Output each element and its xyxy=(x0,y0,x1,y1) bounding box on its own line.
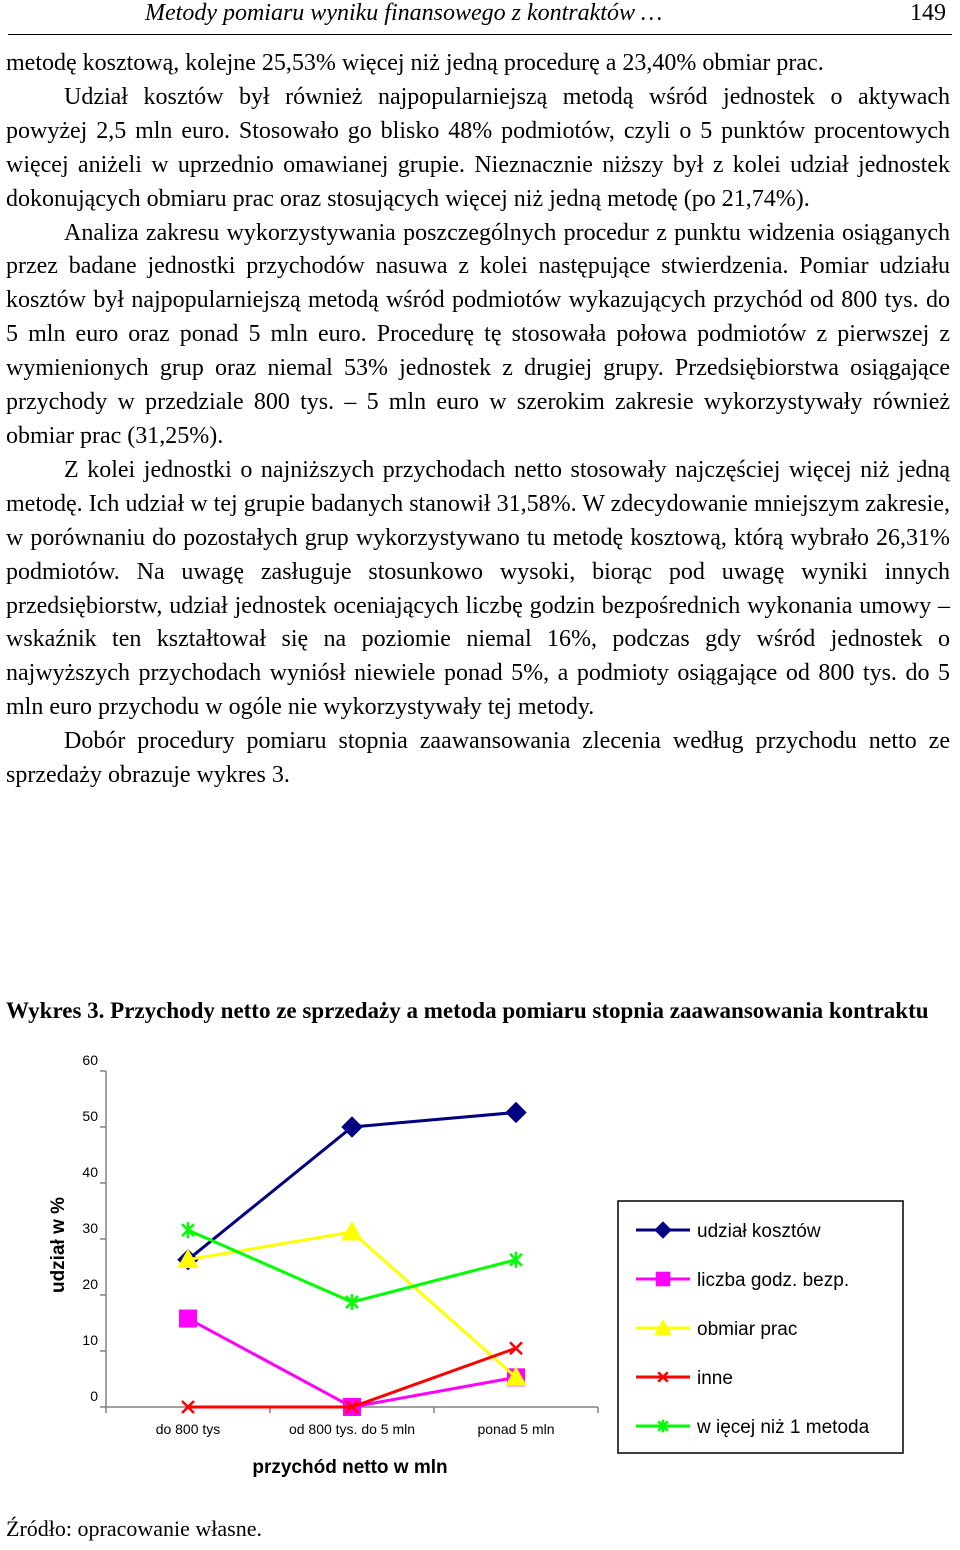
legend-label: obmiar prac xyxy=(697,1319,798,1340)
paragraph: Udział kosztów był również najpopularniejszą metodą wśród jednostek o aktywach powyżej 2,5 mln euro. Stosowało go blisko 48% podmiotów, czyli o 5 punktów procentowych więcej aniżeli w uprzednio omawianej grupie. Nieznacznie niższy był z kolei udział jednostek dokonujących obmiaru prac oraz stosujących więcej niż jedną metodę (po 21,74%). xyxy=(6,83,950,212)
legend-label: inne xyxy=(697,1368,733,1389)
x-tick-label: ponad 5 mln xyxy=(477,1421,555,1437)
page-number: 149 xyxy=(910,0,946,26)
body-text xyxy=(6,47,950,793)
x-tick-label: od 800 tys. do 5 mln xyxy=(288,1421,416,1437)
series-line xyxy=(188,1230,516,1302)
y-tick-label: 50 xyxy=(82,1108,98,1124)
x-axis-title: przychód netto w mln xyxy=(252,1457,448,1478)
y-tick-label: 40 xyxy=(82,1164,98,1180)
diamond-marker xyxy=(506,1102,526,1122)
square-marker xyxy=(180,1310,197,1327)
paragraph: Z kolei jednostki o najniższych przychodach netto stosowały najczęściej więcej niż jedną metodę. Ich udział w tej grupie badanych stanowił 31,58%. W zdecydowanie mniejszym zakresie, w porównaniu do pozostałych grup wykorzystywano tu metodę kosztową, którą wybrało 26,31% podmiotów. Na uwagę zasługuje stosunkowo wysoki, biorąc pod uwagę wyniki innych przedsiębiorstw, udział jednostek oceniających liczbę godzin bezpośrednich wykonania umowy – wskaźnik ten kształtował się na poziomie niemal 16%, podczas gdy wśród jednostek o najwyższych przychodach wyniósł niewiele ponad 5%, a podmioty osiągające od 800 tys. do 5 mln euro przychodu w ogóle nie wykorzystywały tej metody. xyxy=(6,456,950,721)
triangle-marker xyxy=(342,1222,362,1240)
chart-heading: Wykres 3. Przychody netto ze sprzedaży a metoda pomiaru stopnia zaawansowania kontraktu xyxy=(6,998,929,1023)
y-tick-label: 20 xyxy=(82,1276,98,1292)
y-axis-title: udział w % xyxy=(48,1196,69,1294)
series-diamond xyxy=(178,1102,526,1269)
paragraph: metodę kosztową, kolejne 25,53% więcej niż jedną procedurę a 23,40% obmiar prac. xyxy=(6,50,824,76)
running-title: Metody pomiaru wyniku finansowego z kontraktów … xyxy=(145,0,663,26)
y-tick-label: 0 xyxy=(90,1388,98,1404)
legend-label: w ięcej niż 1 metoda xyxy=(697,1417,870,1438)
y-tick-label: 10 xyxy=(82,1332,98,1348)
chart-series xyxy=(178,1102,526,1415)
line-chart xyxy=(0,1055,960,1515)
paragraph: Dobór procedury pomiaru stopnia zaawansowania zlecenia według przychodu netto ze sprzedaży obrazuje wykres 3. xyxy=(6,728,950,789)
y-tick-label: 60 xyxy=(82,1055,98,1068)
x-tick-label: do 800 tys xyxy=(155,1421,221,1437)
y-tick-label: 30 xyxy=(82,1220,98,1236)
paragraph: Analiza zakresu wykorzystywania poszczególnych procedur z punktu widzenia osiąganych przez badane jednostki przychodów nasuwa z kolei następujące stwierdzenia. Pomiar udziału kosztów był najpopularniejszą metodą wśród podmiotów wykazujących przychód od 800 tys. do 5 mln euro oraz ponad 5 mln euro. Procedurę tę stosowała połowa podmiotów z pierwszej z wymienionych grup oraz niemal 53% jednostek z drugiej grupy. Przedsiębiorstwa osiągające przychody w przedziale 800 tys. – 5 mln euro w szerokim zakresie wykorzystywały również obmiar prac (31,25%). xyxy=(6,219,950,449)
square-marker xyxy=(656,1272,670,1286)
star-marker xyxy=(182,1222,194,1238)
legend-label: udział kosztów xyxy=(697,1221,821,1242)
page-header xyxy=(8,0,952,35)
source-note: Źródło: opracowanie własne. xyxy=(6,1516,262,1541)
legend-label: liczba godz. bezp. xyxy=(697,1270,850,1291)
